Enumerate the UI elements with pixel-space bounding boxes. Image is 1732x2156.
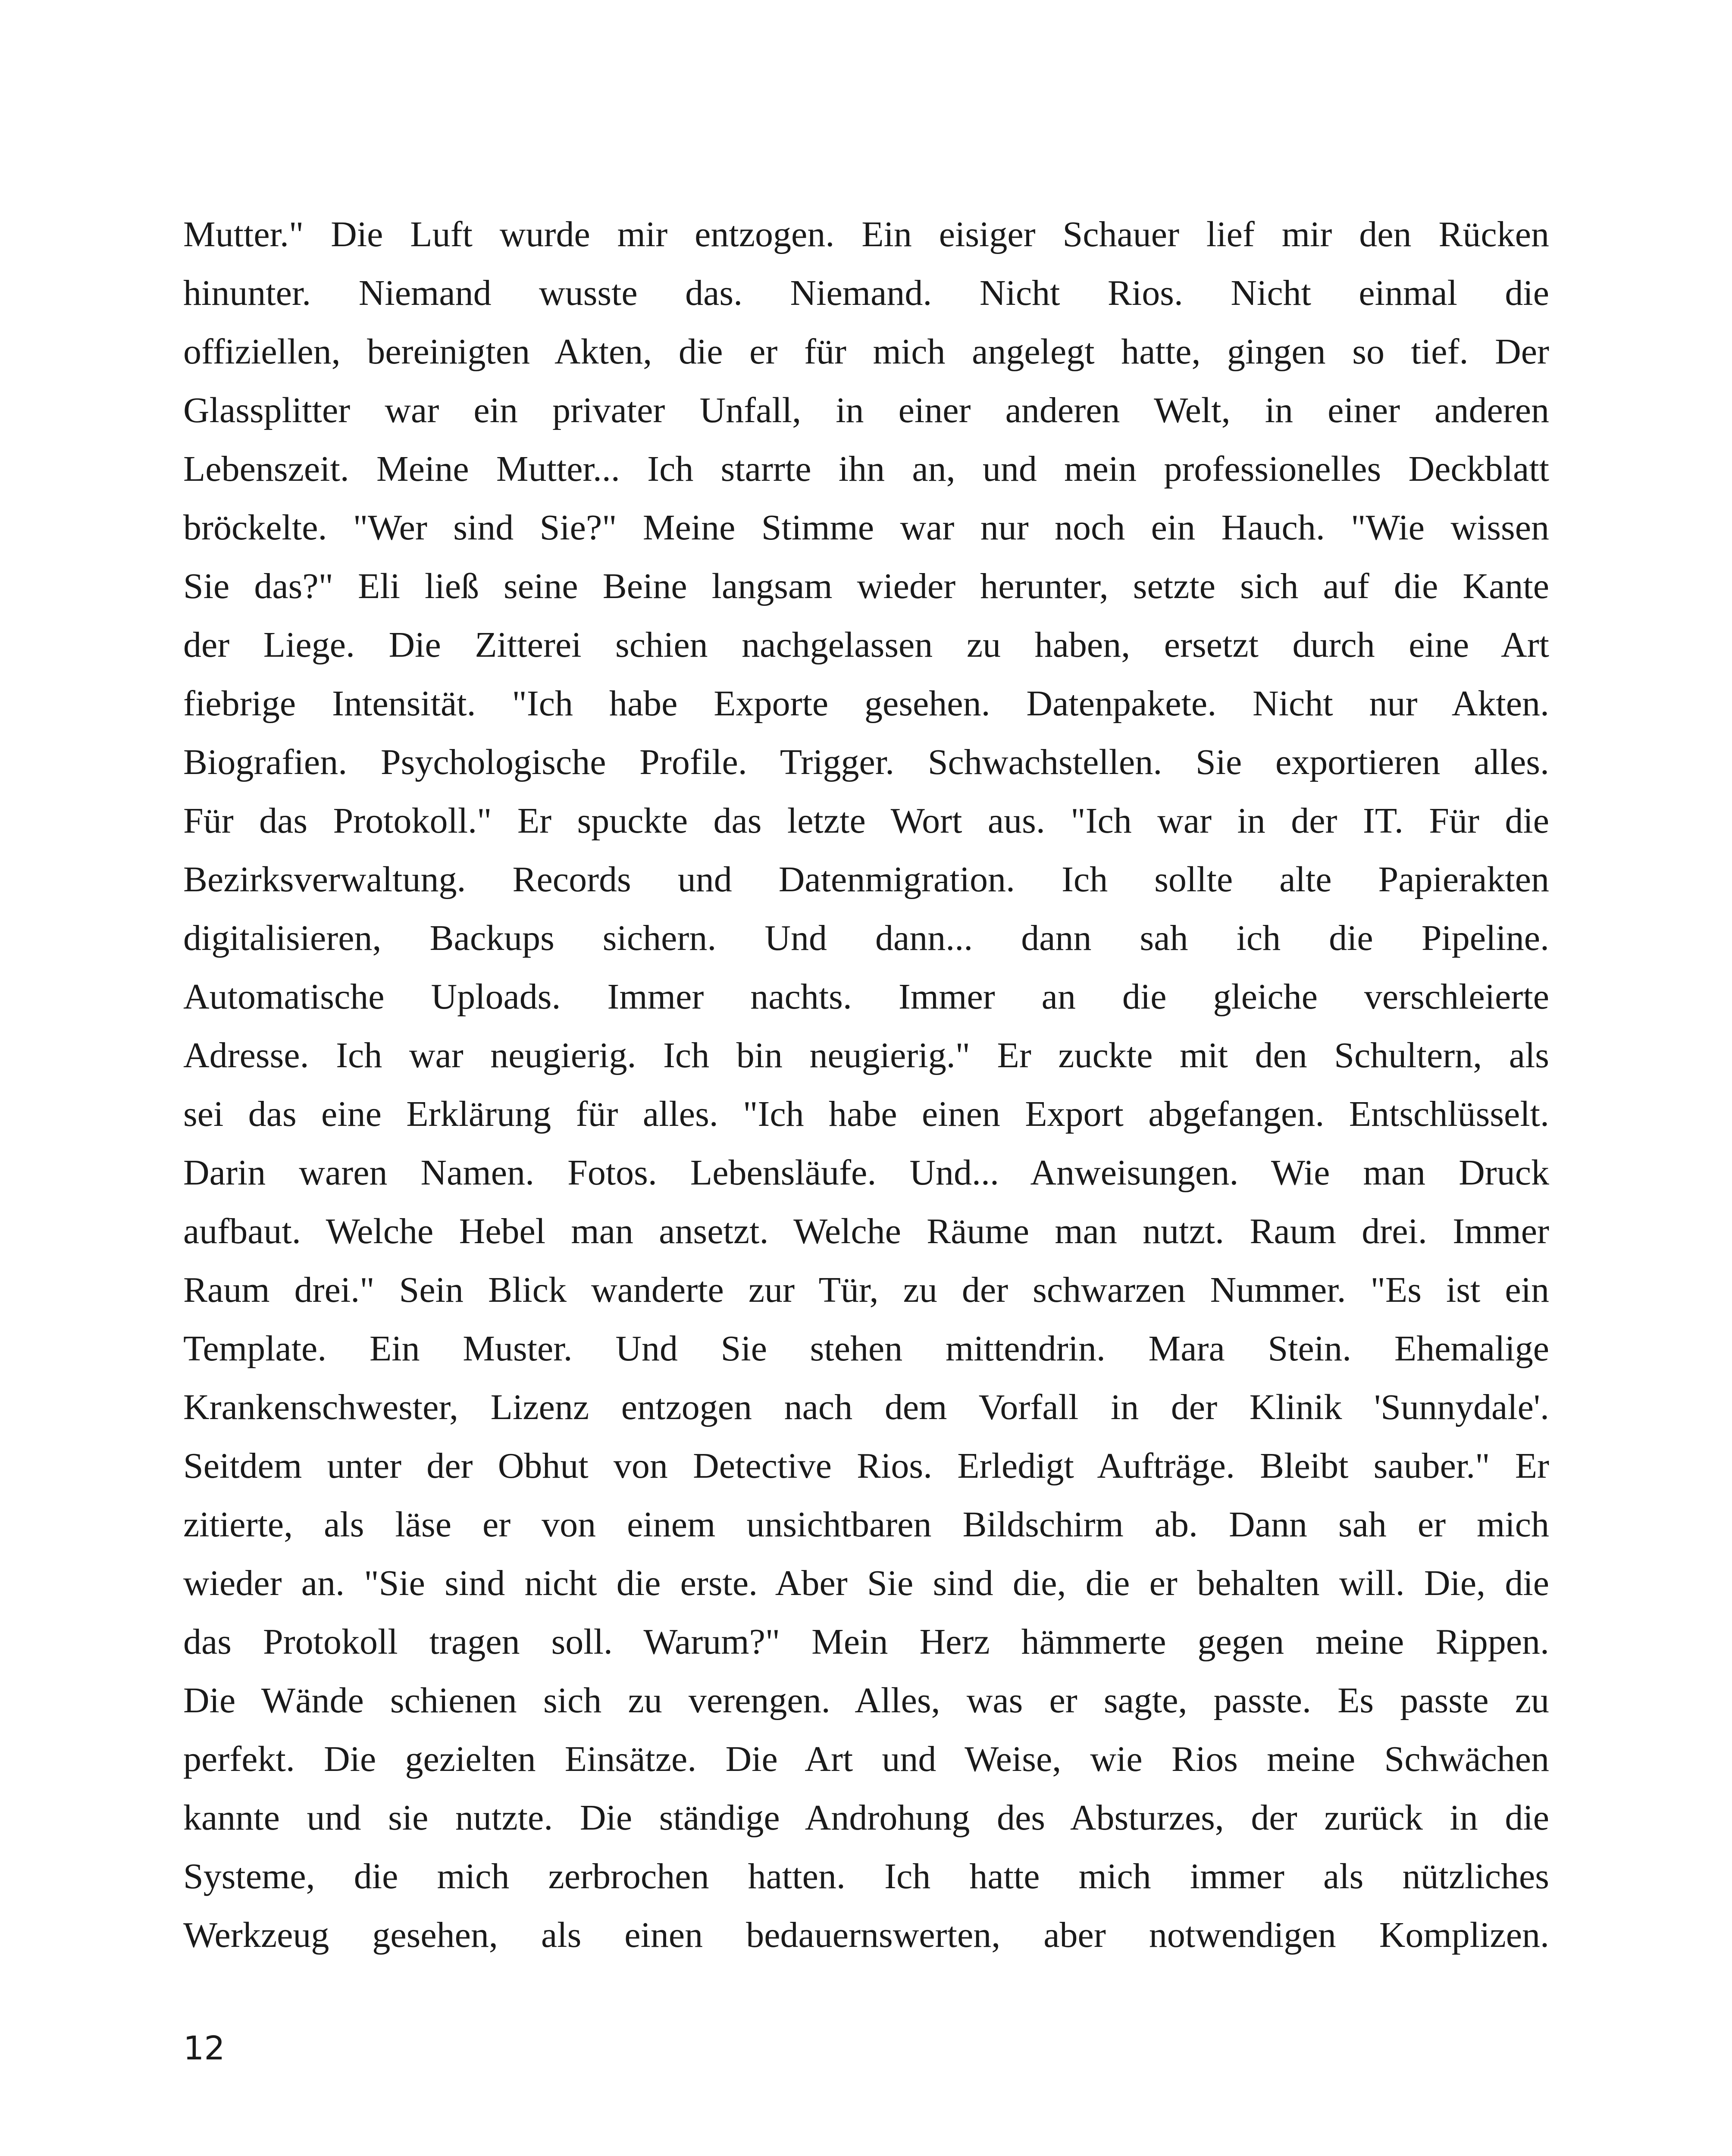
page-number: 12 — [183, 2029, 225, 2067]
text-line: digitalisieren, Backups sichern. Und dann... dann sah ich die Pipeline. — [183, 918, 1549, 958]
text-line: zitierte, als läse er von einem unsichtbaren Bildschirm ab. Dann sah er mich — [183, 1504, 1549, 1545]
text-line: Template. Ein Muster. Und Sie stehen mittendrin. Mara Stein. Ehemalige — [183, 1329, 1549, 1369]
body-text — [183, 205, 1549, 1965]
text-line: Krankenschwester, Lizenz entzogen nach dem Vorfall in der Klinik 'Sunnydale'. — [183, 1387, 1549, 1427]
text-line: Automatische Uploads. Immer nachts. Immer an die gleiche verschleierte — [183, 977, 1549, 1017]
text-line: aufbaut. Welche Hebel man ansetzt. Welche Räume man nutzt. Raum drei. Immer — [183, 1211, 1549, 1251]
text-line: Darin waren Namen. Fotos. Lebensläufe. Und... Anweisungen. Wie man Druck — [183, 1153, 1549, 1193]
text-line: perfekt. Die gezielten Einsätze. Die Art und Weise, wie Rios meine Schwächen — [183, 1739, 1549, 1779]
text-line: Lebenszeit. Meine Mutter... Ich starrte ihn an, und mein professionelles Deckblatt — [183, 449, 1549, 489]
text-line: Sie das?" Eli ließ seine Beine langsam wieder herunter, setzte sich auf die Kante — [183, 566, 1549, 606]
text-line: Raum drei." Sein Blick wanderte zur Tür, zu der schwarzen Nummer. "Es ist ein — [183, 1270, 1549, 1310]
text-line: Für das Protokoll." Er spuckte das letzte Wort aus. "Ich war in der IT. Für die — [183, 801, 1549, 841]
text-line: Systeme, die mich zerbrochen hatten. Ich hatte mich immer als nützliches — [183, 1856, 1549, 1896]
text-line: sei das eine Erklärung für alles. "Ich habe einen Export abgefangen. Entschlüsselt. — [183, 1094, 1549, 1134]
text-line: Bezirksverwaltung. Records und Datenmigration. Ich sollte alte Papierakten — [183, 859, 1549, 899]
text-line: Seitdem unter der Obhut von Detective Rios. Erledigt Aufträge. Bleibt sauber." Er — [183, 1446, 1549, 1486]
text-line: Mutter." Die Luft wurde mir entzogen. Ein eisiger Schauer lief mir den Rücken — [183, 214, 1549, 254]
text-line: Werkzeug gesehen, als einen bedauernswerten, aber notwendigen Komplizen. — [183, 1915, 1549, 1955]
text-line: der Liege. Die Zitterei schien nachgelassen zu haben, ersetzt durch eine Art — [183, 625, 1549, 665]
text-line: Adresse. Ich war neugierig. Ich bin neugierig." Er zuckte mit den Schultern, als — [183, 1035, 1549, 1075]
text-line: fiebrige Intensität. "Ich habe Exporte gesehen. Datenpakete. Nicht nur Akten. — [183, 683, 1549, 724]
text-line: offiziellen, bereinigten Akten, die er für mich angelegt hatte, gingen so tief. Der — [183, 332, 1549, 372]
text-line: bröckelte. "Wer sind Sie?" Meine Stimme war nur noch ein Hauch. "Wie wissen — [183, 508, 1549, 548]
text-line: kannte und sie nutzte. Die ständige Androhung des Absturzes, der zurück in die — [183, 1798, 1549, 1838]
text-line: das Protokoll tragen soll. Warum?" Mein Herz hämmerte gegen meine Rippen. — [183, 1622, 1549, 1662]
text-line: Glassplitter war ein privater Unfall, in einer anderen Welt, in einer anderen — [183, 390, 1549, 430]
text-line: hinunter. Niemand wusste das. Niemand. Nicht Rios. Nicht einmal die — [183, 273, 1549, 313]
text-line: Die Wände schienen sich zu verengen. Alles, was er sagte, passte. Es passte zu — [183, 1680, 1549, 1720]
text-line: wieder an. "Sie sind nicht die erste. Aber Sie sind die, die er behalten will. Die, die — [183, 1563, 1549, 1603]
text-line: Biografien. Psychologische Profile. Trigger. Schwachstellen. Sie exportieren alles. — [183, 742, 1549, 782]
